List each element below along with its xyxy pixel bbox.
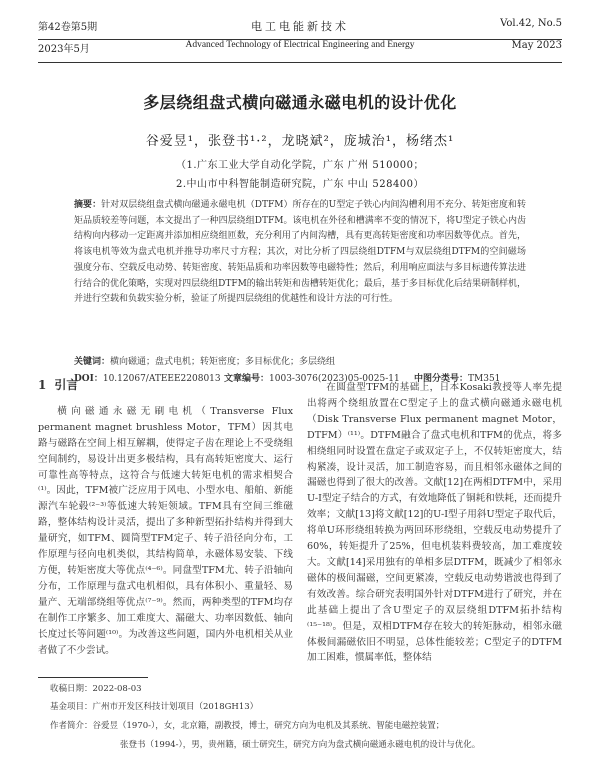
keywords: [74, 354, 544, 367]
footnote-received: 收稿日期：2022-08-03: [50, 684, 142, 694]
abstract-text: 针对双层绕组盘式横向磁通永磁电机（DTFM）所存在的U型定子铁心内间沟槽利用不充分、转矩密度和转矩品质较差等问题，本文提出了一种四层绕组DTFM。该电机在外径和槽满率不变的情况下，将U型定子铁心内齿结构向内移动一定距离并添加相应绕组匝数，充分利用了内间沟槽，具有更高转矩密度和功率因数等优点。首先，将该电机等效为盘式电机并推导功率尺寸方程；其次，对比分析了四层绕组DTFM与双层绕组DTFM的空间磁场强度分布、空载反电动势、转矩密度、转矩品质和功率因数等电磁特性；然后，利用响应面法与多目标遗传算法进行结合的优化策略，实现对四层绕组DTFM的输出转矩和齿槽转矩优化；最后，基于多目标优化后结果研制样机，并进行空载和负载实验分析，验证了所提四层绕组的优越性和设计方法的可行性。: [74, 200, 526, 305]
footnote-author-1: 作者简介：谷爱昱（1970-），女，北京籍，副教授，博士，研究方向为电机及其系统、智能电磁控装置；: [50, 721, 445, 731]
doi-label: DOI：: [74, 374, 103, 384]
section-number: 1: [38, 378, 47, 392]
footnote-divider: [38, 677, 148, 678]
author-list: 谷爱昱¹，张登书¹·²，龙晓斌²，庞城治¹，杨绪杰¹: [145, 134, 455, 149]
volume-issue-en: Vol.42, No.5: [500, 18, 562, 29]
paragraph: 横向磁通永磁无刷电机（Transverse Flux permanent magnet brushless Motor，TFM）因其电路与磁路在空间上相互解耦，使得定子齿在理论上不受绕组空间制约，易设计出更多极结构，具有高转矩密度大、运行可靠性高等特点，这符合与低速大转矩电机的需求相契合⁽¹⁾。因此，TFM被广泛应用于风电、小型水电、船舶、新能源汽车轮毂⁽²⁻³⁾等低速大转矩领域。TFM具有空间三维磁路，整体结构设计灵活，提出了多种新型拓扑结构并得到大量研究，如TFM、圆筒型TFM定子、转子沿径向分布，工作原理与径向电机类似，其结构简单，永磁体易安装、下线方便，转矩密度大等优点⁽⁴⁻⁶⁾。同盘型TFM尤、转子沿轴向分布，工作原理与盘式电机相似，具有体积小、重量轻、易量产、无端部绕组等优点⁽⁷⁻⁹⁾。然而，两种类型的TFM均存在制作工序繁多、加工难度大、漏磁大、功率因数低、轴向长度过长等问题⁽¹⁰⁾。为改善这些问题，国内外电机相关从业者做了不少尝试。: [38, 405, 293, 656]
header-divider: [38, 39, 562, 40]
footnote-author-2: 张登书（1994-），男，贵州籍，硕士研究生，研究方向为盘式横向磁通永磁电机的设计与优化。: [120, 740, 481, 750]
keywords-label: 关键词：: [74, 357, 111, 367]
abstract: [74, 198, 526, 308]
keywords-text: 横向磁通；盘式电机；转矩密度；多目标优化；多层绕组: [110, 357, 336, 367]
affiliation-1: （1.广东工业大学自动化学院，广东 广州 510000；: [175, 160, 425, 171]
right-column: [307, 380, 562, 666]
running-header: [38, 18, 562, 62]
paragraph: 在圆盘型TFM的基础上，日本Kosaki教授等人率先提出将两个绕组放置在C型定子上的盘式横向磁通永磁电机（Disk Transverse Flux permanent magnet Motor，DTFM）⁽¹¹⁾。DTFM融合了盘式电机和TFM的优点，将多相绕组同时设置在盘定子或双定子上，不仅转矩密度大，结构紧凑，设计灵活，加工制造容易，而且相邻永磁体之间的漏磁也得到了很大的改善。文献[12]在两相DTFM中，采用U-I型定子结合的方式，有效地降低了铜耗和铁耗，还而提升效率；文献[13]将文献[12]的U-I型子用斜U型定子取代后，将单U环形绕组转换为两回环形绕组，空载反电动势提升了60%，转矩提升了25%，但电机装料费较高，加工难度较大。文献[14]采用独有的单相多层DTFM，既减少了相邻永磁体的极间漏磁，空间更紧凑，空载反电动势谐波也得到了有效改善。综合研究表明国外针对DTFM进行了研究，并在此基础上提出了含U型定子的双层绕组DTFM拓扑结构⁽¹⁵⁻¹⁸⁾。但是，双相DTFM存在较大的转矩脉动，相邻永磁体极间漏磁依旧不明显，总体性能较差；C型定子的DTFM加工困难，惯属率低，整体结: [307, 382, 562, 664]
classification-label: 中图分类号：: [414, 374, 469, 384]
paper-title: 多层绕组盘式横向磁通永磁电机的设计优化: [143, 93, 457, 112]
date-en: May 2023: [511, 40, 562, 51]
abstract-label: 摘要：: [74, 200, 102, 210]
article-number-value: 1003-3076(2023)05-0025-11: [269, 374, 400, 384]
section-heading: [38, 378, 293, 394]
journal-name-cn: 电工电能新技术: [251, 20, 349, 33]
date-cn: 2023年5月: [38, 44, 90, 55]
header-bottom-divider: [38, 62, 562, 63]
footnote-funding: 基金项目：广州市开发区科技计划项目（2018GH13）: [50, 702, 259, 712]
section-title: 引言: [54, 378, 79, 392]
doi-value: 10.12067/ATEEE2208013: [102, 374, 221, 384]
volume-issue-cn: 第42卷第5期: [38, 22, 98, 33]
affiliation-2: 2.中山市中科智能制造研究院，广东 中山 528400）: [175, 179, 425, 190]
left-column: [38, 378, 293, 658]
article-number-label: 文章编号：: [224, 374, 270, 384]
classification-value: TM351: [468, 374, 501, 384]
journal-name-en: Advanced Technology of Electrical Engineering and Energy: [185, 40, 415, 50]
